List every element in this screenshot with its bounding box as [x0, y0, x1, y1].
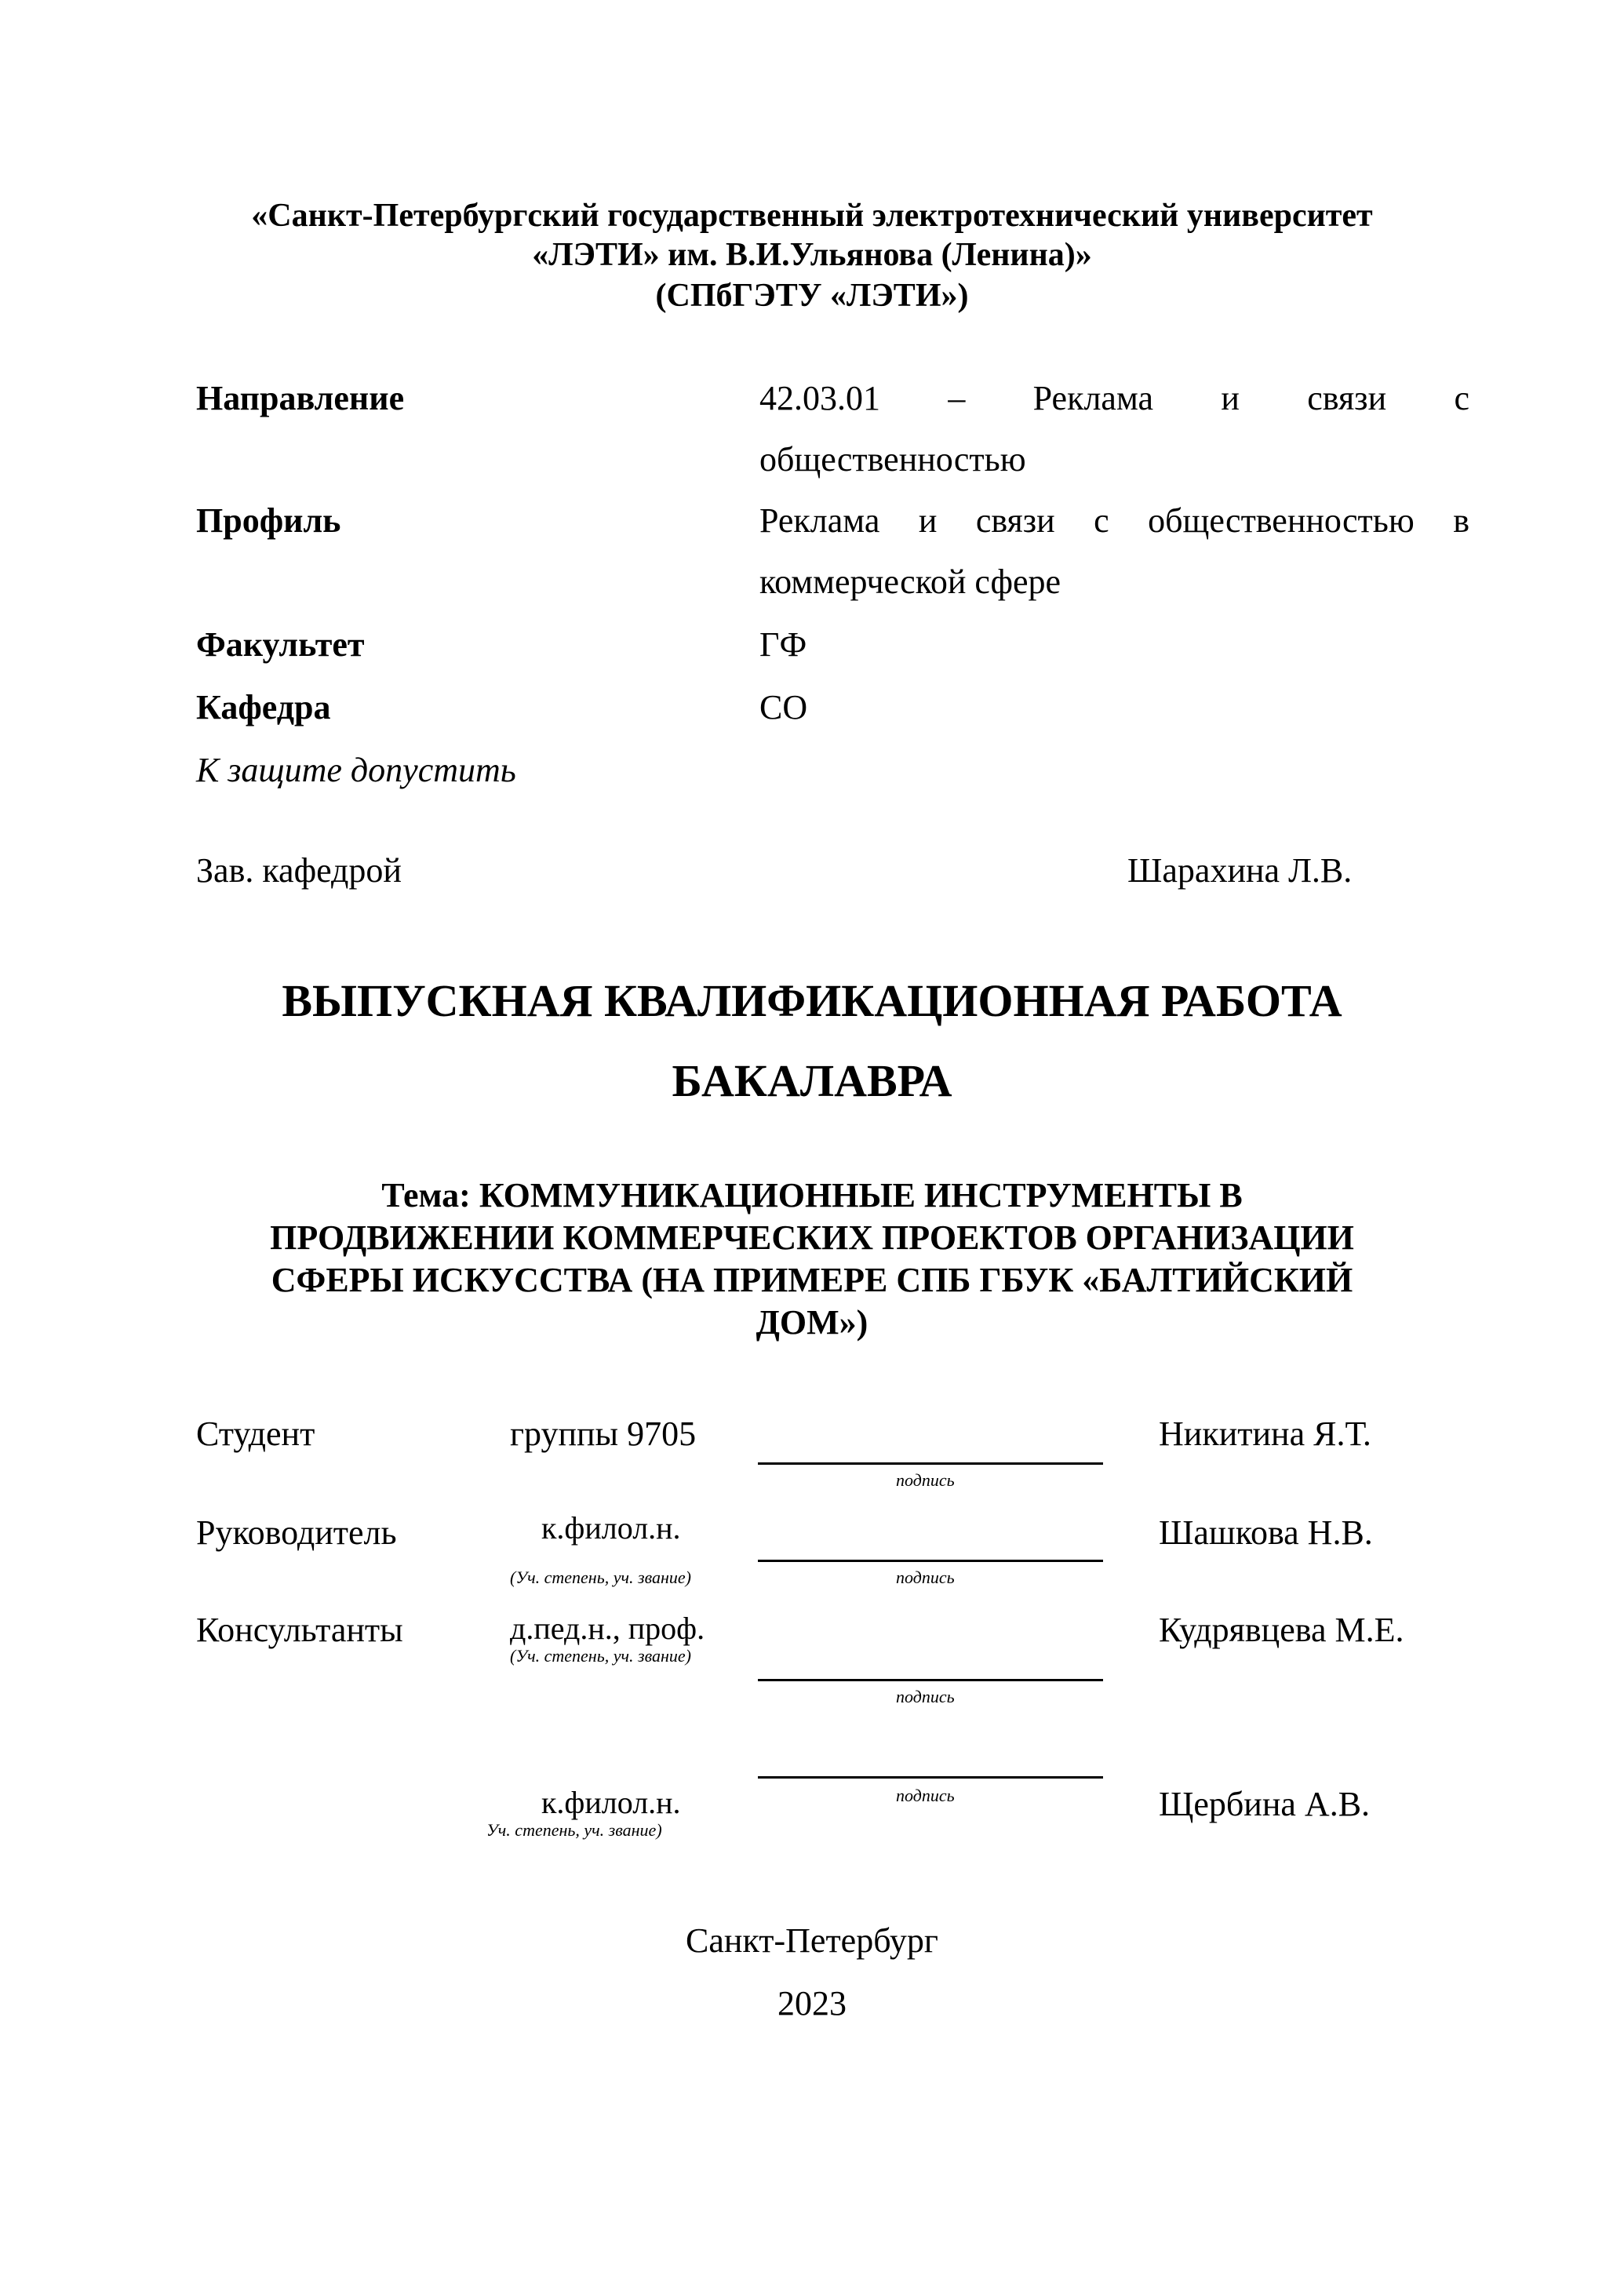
direction-value-line2: общественностью	[759, 440, 1026, 479]
consultant1-degree-caption: (Уч. степень, уч. звание)	[510, 1646, 691, 1666]
direction-word: и	[1221, 379, 1240, 417]
student-group: группы 9705	[510, 1415, 697, 1453]
department-label: Кафедра	[196, 688, 331, 726]
consultant2-degree: к.филол.н.	[541, 1785, 681, 1820]
profile-word: общественностью	[1148, 501, 1415, 540]
student-signature-caption: подпись	[896, 1470, 955, 1490]
admission-text: К защите допустить	[196, 751, 516, 789]
profile-word: Реклама	[759, 501, 880, 540]
profile-word: и	[918, 501, 938, 540]
faculty-label: Факультет	[196, 625, 365, 664]
profile-word: связи	[975, 501, 1055, 540]
direction-word: Реклама	[1032, 379, 1154, 417]
consultants-role: Консультанты	[196, 1611, 403, 1649]
consultant2-name: Щербина А.В.	[1159, 1785, 1371, 1823]
supervisor-signature-caption: подпись	[896, 1568, 955, 1587]
direction-label: Направление	[196, 379, 405, 417]
consultant2-signature-line	[758, 1776, 1103, 1779]
direction-word: связи	[1307, 379, 1387, 417]
consultant1-degree: д.пед.н., проф.	[510, 1611, 705, 1646]
university-abbr: (СПбГЭТУ «ЛЭТИ»)	[655, 278, 969, 314]
consultant1-signature-caption: подпись	[896, 1687, 955, 1706]
supervisor-degree-caption: (Уч. степень, уч. звание)	[510, 1568, 691, 1587]
supervisor-signature-line	[758, 1560, 1103, 1562]
topic-line2: ПРОДВИЖЕНИИ КОММЕРЧЕСКИХ ПРОЕКТОВ ОРГАНИЗАЦИИ	[270, 1218, 1354, 1257]
direction-value-line1	[759, 378, 1469, 418]
direction-word: с	[1454, 379, 1469, 417]
department-value: СО	[759, 688, 808, 726]
consultant1-signature-line	[758, 1679, 1103, 1681]
consultant2-signature-caption: подпись	[896, 1786, 955, 1805]
profile-word: в	[1453, 501, 1469, 540]
thesis-title-line1: ВЫПУСКНАЯ КВАЛИФИКАЦИОННАЯ РАБОТА	[282, 975, 1342, 1026]
faculty-value: ГФ	[759, 625, 807, 664]
profile-value-line1	[759, 501, 1469, 541]
year: 2023	[777, 1984, 847, 2023]
city: Санкт-Петербург	[686, 1921, 938, 1960]
direction-word: 42.03.01	[759, 379, 880, 417]
university-name-line2: «ЛЭТИ» им. В.И.Ульянова (Ленина)»	[532, 237, 1092, 273]
thesis-title-line2: БАКАЛАВРА	[672, 1055, 952, 1106]
topic-line3: СФЕРЫ ИСКУССТВА (НА ПРИМЕРЕ СПБ ГБУК «БАЛТИЙСКИЙ	[271, 1261, 1353, 1299]
university-name-line1: «Санкт-Петербургский государственный электротехнический университет	[251, 198, 1373, 234]
topic-line1: Тема: КОММУНИКАЦИОННЫЕ ИНСТРУМЕНТЫ В	[381, 1176, 1243, 1214]
supervisor-role: Руководитель	[196, 1513, 397, 1552]
student-signature-line	[758, 1462, 1103, 1465]
topic-line4: ДОМ»)	[756, 1303, 868, 1342]
student-role: Студент	[196, 1415, 315, 1453]
profile-label: Профиль	[196, 501, 341, 540]
profile-value-line2: коммерческой сфере	[759, 563, 1061, 601]
student-name: Никитина Я.Т.	[1159, 1415, 1371, 1453]
head-of-department-name: Шарахина Л.В.	[1127, 851, 1353, 890]
supervisor-name: Шашкова Н.В.	[1159, 1513, 1373, 1552]
head-of-department-label: Зав. кафедрой	[196, 851, 402, 890]
supervisor-degree: к.филол.н.	[541, 1510, 681, 1546]
profile-word: с	[1094, 501, 1109, 540]
consultant1-name: Кудрявцева М.Е.	[1159, 1611, 1404, 1649]
direction-word: –	[948, 379, 966, 417]
consultant2-degree-caption: Уч. степень, уч. звание)	[486, 1820, 662, 1840]
